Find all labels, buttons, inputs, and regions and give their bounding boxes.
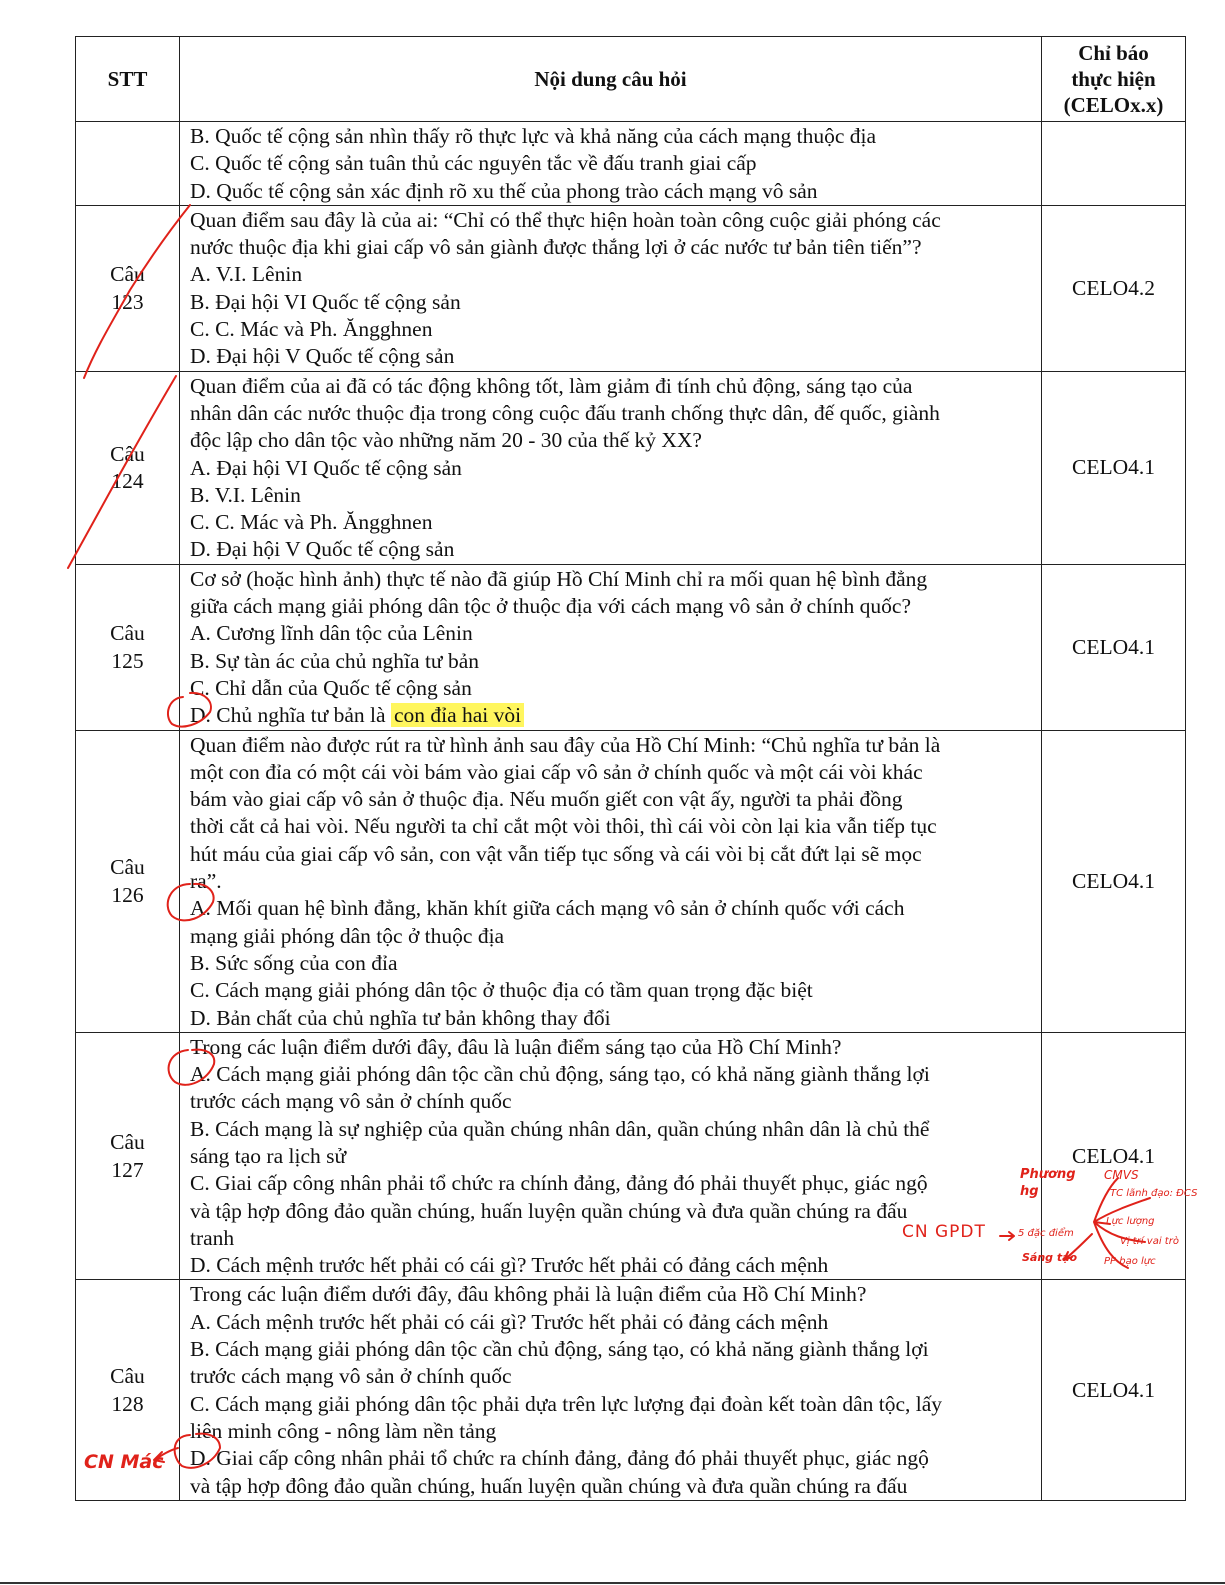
header-indicator	[1042, 37, 1186, 122]
question-text-line: A. Cương lĩnh dân tộc của Lênin	[190, 621, 473, 646]
question-text-line: C. Giai cấp công nhân phải tổ chức ra chính đảng, đảng đó phải thuyết phục, giác ngộ	[190, 1171, 928, 1196]
annotation-cn-gpdt: CN GPDT	[902, 1222, 986, 1242]
question-text-line: D. Giai cấp công nhân phải tổ chức ra chính đảng, đảng đó phải thuyết phục, giác ngộ	[190, 1446, 929, 1471]
question-content-cell	[180, 730, 1042, 1032]
indicator-cell	[1042, 205, 1186, 371]
annotation-cmvs: CMVS	[1104, 1168, 1139, 1182]
question-content-cell	[180, 564, 1042, 730]
question-text-line: bám vào giai cấp vô sản ở thuộc địa. Nếu muốn giết con vật ấy, người ta phải đồng	[190, 787, 903, 812]
question-text-line: C. Cách mạng giải phóng dân tộc phải dựa trên lực lượng đại đoàn kết toàn dân tộc, lấy	[190, 1391, 943, 1416]
question-number: 128	[111, 1391, 144, 1416]
question-number-cell	[76, 371, 180, 564]
question-text-line: sáng tạo ra lịch sử	[190, 1143, 347, 1168]
indicator-code: CELO4.1	[1071, 455, 1155, 480]
indicator-code: CELO4.1	[1071, 634, 1155, 659]
question-text-line: thời cắt cả hai vòi. Nếu người ta chỉ cắt một vòi thôi, thì cái vòi còn lại kia vẫn tiếp tục	[190, 814, 937, 839]
header-stt	[76, 37, 180, 122]
question-text-line: C. C. Mác và Ph. Ăngghnen	[190, 510, 433, 535]
question-content-cell	[180, 122, 1042, 206]
question-text-line: B. Cách mạng là sự nghiệp của quần chúng nhân dân, quần chúng nhân dân là chủ thể	[190, 1116, 930, 1141]
indicator-code: CELO4.1	[1071, 1143, 1155, 1168]
question-text-line: trước cách mạng vô sản ở chính quốc	[190, 1089, 512, 1114]
question-text-line: Quan điểm sau đây là của ai: “Chỉ có thể thực hiện hoàn toàn công cuộc giải phóng các	[190, 207, 941, 232]
annotation-phuong-hg: Phương hg	[1020, 1167, 1076, 1199]
question-text-line: B. Cách mạng giải phóng dân tộc cần chủ động, sáng tạo, có khả năng giành thắng lợi	[190, 1337, 929, 1362]
table-row	[76, 1032, 1186, 1280]
question-number-cell	[76, 564, 180, 730]
table-row	[76, 371, 1186, 564]
question-text-line: D. Đại hội V Quốc tế cộng sản	[190, 344, 455, 369]
question-number-cell	[76, 122, 180, 206]
question-table	[75, 36, 1186, 1501]
header-stt-label: STT	[107, 67, 148, 91]
answer-prefix: D. Chủ nghĩa tư bản là	[190, 703, 391, 728]
table-row	[76, 730, 1186, 1032]
question-number-cell	[76, 1032, 180, 1280]
table-row	[76, 205, 1186, 371]
annotation-luc-luong: Lực lượng	[1106, 1216, 1155, 1227]
header-indicator-line: thực hiện	[1071, 67, 1156, 91]
question-text-line: B. Quốc tế cộng sản nhìn thấy rõ thực lực và khả năng của cách mạng thuộc địa	[190, 124, 877, 148]
annotation-sang-tao: Sáng tạo	[1022, 1251, 1078, 1264]
question-text-line: mạng giải phóng dân tộc ở thuộc địa	[190, 923, 505, 948]
table-row	[76, 122, 1186, 206]
question-text-line: A. Cách mệnh trước hết phải có cái gì? Trước hết phải có đảng cách mệnh	[190, 1309, 829, 1334]
question-text-line: một con đỉa có một cái vòi bám vào giai cấp vô sản ở chính quốc và một cái vòi khác	[190, 759, 923, 784]
question-label: Câu	[110, 621, 145, 646]
question-label: Câu	[110, 441, 145, 466]
question-text-line: nước thuộc địa khi giai cấp vô sản giành được thắng lợi ở các nước tư bản tiên tiến”?	[190, 235, 922, 260]
question-label: Câu	[110, 262, 145, 287]
question-label: Câu	[110, 1364, 145, 1389]
question-text-line: A. V.I. Lênin	[190, 262, 303, 287]
question-text-line: và tập hợp đông đảo quần chúng, huấn luyện quần chúng và đưa quần chúng ra đấu	[190, 1473, 908, 1498]
question-number: 123	[111, 289, 144, 314]
indicator-code: CELO4.1	[1071, 868, 1155, 893]
question-text-line: B. Đại hội VI Quốc tế cộng sản	[190, 289, 461, 314]
annotation-vi-tri: Vị trí vai trò	[1120, 1236, 1179, 1247]
question-text-line: độc lập cho dân tộc vào những năm 20 - 30 của thế kỷ XX?	[190, 428, 702, 453]
question-text-line: Quan điểm của ai đã có tác động không tốt, làm giảm đi tính chủ động, sáng tạo của	[190, 373, 913, 398]
header-content	[180, 37, 1042, 122]
question-text-line: D. Bản chất của chủ nghĩa tư bản không thay đổi	[190, 1005, 611, 1030]
question-text-line: B. Sự tàn ác của chủ nghĩa tư bản	[190, 648, 479, 673]
question-text-line: nhân dân các nước thuộc địa trong công cuộc đấu tranh chống thực dân, đế quốc, giành	[190, 400, 940, 425]
table-row	[76, 1280, 1186, 1500]
header-content-label: Nội dung câu hỏi	[534, 67, 687, 91]
question-text-line	[190, 702, 1033, 729]
annotation-cn-mac: CN Mác	[84, 1451, 164, 1473]
question-text-line: Quan điểm nào được rút ra từ hình ảnh sau đây của Hồ Chí Minh: “Chủ nghĩa tư bản là	[190, 732, 941, 757]
question-text-line: hút máu của giai cấp vô sản, con vật vẫn tiếp tục sống và cái vòi bị cắt đứt lại sẽ mọc	[190, 841, 922, 866]
question-text-line: liên minh công - nông làm nền tảng	[190, 1418, 497, 1443]
indicator-code: CELO4.2	[1071, 275, 1155, 300]
indicator-cell	[1042, 122, 1186, 206]
header-row	[76, 37, 1186, 122]
question-text-line: giữa cách mạng giải phóng dân tộc ở thuộc địa với cách mạng vô sản ở chính quốc?	[190, 594, 912, 619]
question-rows	[76, 122, 1186, 1501]
question-text-line: C. Quốc tế cộng sản tuân thủ các nguyên tắc về đấu tranh giai cấp	[190, 151, 757, 176]
question-text-line: và tập hợp đông đảo quần chúng, huấn luyện quần chúng và đưa quần chúng ra đấu	[190, 1198, 908, 1223]
question-text-line: ra”.	[190, 869, 222, 894]
question-text-line: A. Đại hội VI Quốc tế cộng sản	[190, 455, 462, 480]
question-text-line: D. Cách mệnh trước hết phải có cái gì? Trước hết phải có đảng cách mệnh	[190, 1253, 829, 1278]
indicator-cell	[1042, 730, 1186, 1032]
question-text-line: Trong các luận điểm dưới đây, đâu không phải là luận điểm của Hồ Chí Minh?	[190, 1282, 867, 1307]
question-text-line: A. Mối quan hệ bình đẳng, khăn khít giữa cách mạng vô sản ở chính quốc với cách	[190, 896, 905, 921]
annotation-tc-lanh-dao: TC lãnh đạo: ĐCS	[1110, 1188, 1198, 1199]
question-text-line: A. Cách mạng giải phóng dân tộc cần chủ động, sáng tạo, có khả năng giành thắng lợi	[190, 1062, 930, 1087]
question-content-cell	[180, 205, 1042, 371]
question-number: 126	[111, 882, 144, 907]
page-bottom-rule	[0, 1582, 1225, 1584]
question-content-cell	[180, 371, 1042, 564]
question-text-line: B. V.I. Lênin	[190, 482, 301, 507]
question-content-cell	[180, 1280, 1042, 1500]
question-number-cell	[76, 205, 180, 371]
table-row	[76, 564, 1186, 730]
question-number: 124	[111, 469, 144, 494]
indicator-cell	[1042, 1280, 1186, 1500]
question-text-line: B. Sức sống của con đỉa	[190, 950, 398, 975]
indicator-cell	[1042, 564, 1186, 730]
highlighted-answer: con đỉa hai vòi	[391, 703, 524, 727]
annotation-5-dac-diem: 5 đặc điểm	[1018, 1228, 1074, 1239]
question-label: Câu	[110, 855, 145, 880]
question-content-cell	[180, 1032, 1042, 1280]
question-text-line: tranh	[190, 1225, 235, 1250]
header-indicator-line: (CELOx.x)	[1063, 93, 1164, 117]
question-text-line: D. Đại hội V Quốc tế cộng sản	[190, 537, 455, 562]
question-text-line: C. C. Mác và Ph. Ăngghnen	[190, 317, 433, 342]
question-number: 125	[111, 648, 144, 673]
indicator-code: CELO4.1	[1071, 1377, 1155, 1402]
question-text-line: C. Chỉ dẫn của Quốc tế cộng sản	[190, 675, 472, 700]
question-number: 127	[111, 1157, 144, 1182]
question-number-cell	[76, 730, 180, 1032]
question-text-line: Trong các luận điểm dưới đây, đâu là luận điểm sáng tạo của Hồ Chí Minh?	[190, 1034, 842, 1059]
header-indicator-line: Chỉ báo	[1078, 41, 1149, 65]
question-text-line: C. Cách mạng giải phóng dân tộc ở thuộc địa có tầm quan trọng đặc biệt	[190, 978, 813, 1003]
question-text-line: D. Quốc tế cộng sản xác định rõ xu thế của phong trào cách mạng vô sản	[190, 178, 818, 203]
question-label: Câu	[110, 1130, 145, 1155]
question-text-line: trước cách mạng vô sản ở chính quốc	[190, 1364, 512, 1389]
question-text-line: Cơ sở (hoặc hình ảnh) thực tế nào đã giúp Hồ Chí Minh chỉ ra mối quan hệ bình đẳng	[190, 566, 928, 591]
indicator-cell	[1042, 371, 1186, 564]
annotation-pp-bao-luc: PP bạo lực	[1104, 1256, 1156, 1267]
